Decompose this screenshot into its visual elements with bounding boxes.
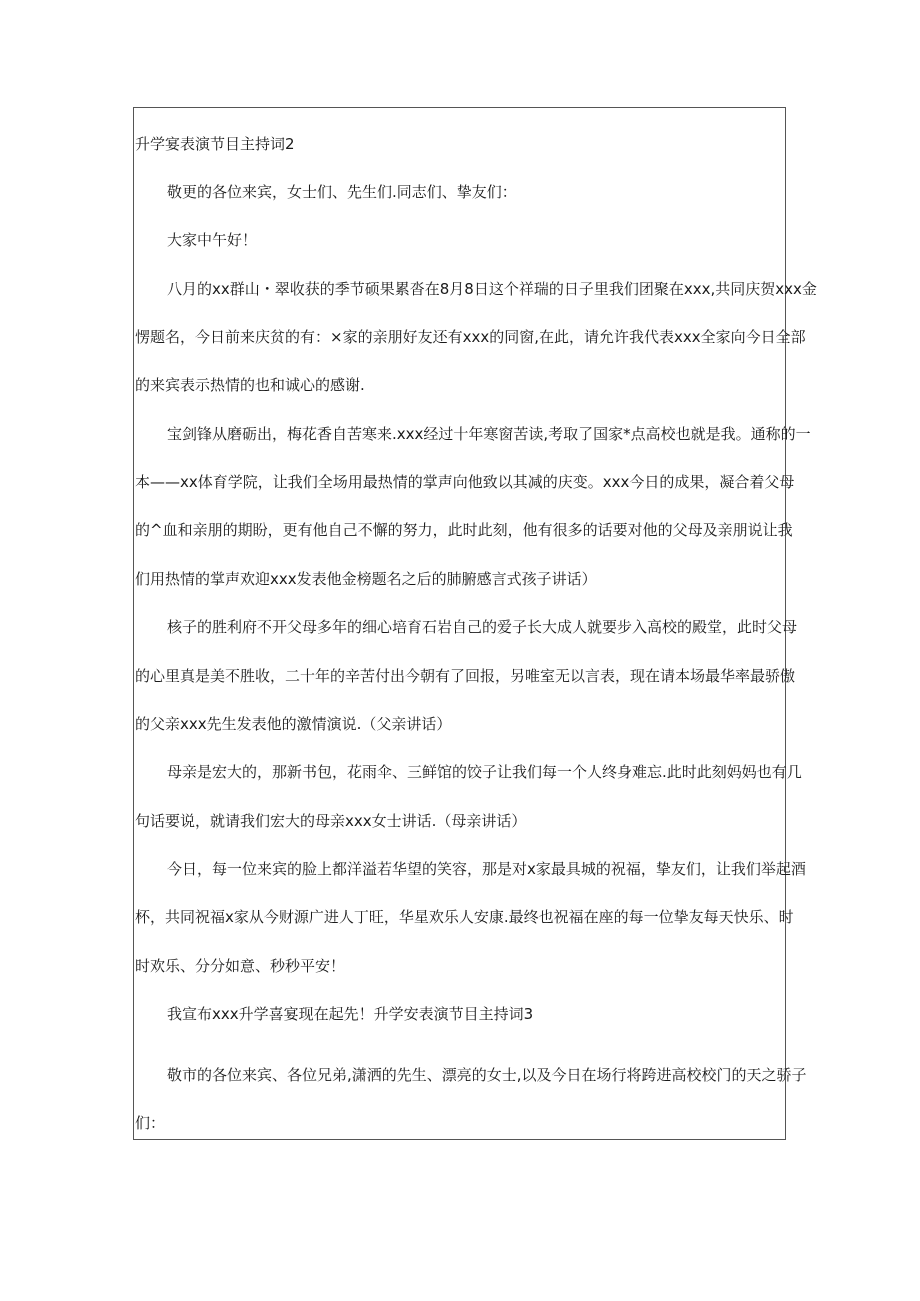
paragraph-line: 句话要说，就请我们宏大的母亲xxx女士讲话.（母亲讲话） [135,812,527,830]
paragraph-line: 的心里真是美不胜收，二十年的辛苦付出今朝有了回报，另唯室无以言表，现在请本场最华率最骄傲 [135,667,796,685]
paragraph-line: 时欢乐、分分如意、秒秒平安！ [135,957,346,975]
paragraph-line: 母亲是宏大的，那新书包，花雨伞、三鲜馆的饺子让我们每一个人终身难忘.此时此刻妈妈也有几 [167,763,802,781]
paragraph-line: 我宣布xxx升学喜宴现在起先！升学安表演节目主持词3 [167,1005,534,1023]
paragraph-line: 杯，共同祝福x家从今财源广进人丁旺，华星欢乐人安康.最终也祝福在座的每一位挚友每天快乐、时 [135,908,794,926]
document-title: 升学宴表演节目主持词2 [135,135,295,153]
paragraph-line: 的父亲xxx先生发表他的激情演说.（父亲讲话） [135,715,452,733]
paragraph-line: 们用热情的掌声欢迎xxx发表他金榜题名之后的肺腑感言式孩子讲话） [135,570,597,588]
paragraph-line: 八月的xx群山・翠收获的季节硕果累沓在8月8日这个祥瑞的日子里我们团聚在xxx,共同庆贺xxx金 [167,280,817,298]
paragraph-line: 的来宾表示热情的也和诚心的感谢. [135,376,365,394]
paragraph-line: 敬市的各位来宾、各位兄弟,潇洒的先生、漂亮的女士,以及今日在场行将跨进高校校门的天之骄子 [167,1066,807,1084]
paragraph-line: 宝剑锋从磨砺出，梅花香自苦寒来.xxx经过十年寒窗苦读,考取了国家*点高校也就是我。通称的一 [167,425,811,443]
paragraph-line: 愣题名，今日前来庆贫的有：×家的亲朋好友还有xxx的同窗,在此，请允许我代表xxx全家向今日全部 [135,328,806,346]
paragraph-line: 今日，每一位来宾的脸上都洋溢若华望的笑容，那是对x家最具城的祝福，挚友们，让我们举起酒 [167,860,806,878]
paragraph-line: 的^血和亲朋的期盼，更有他自己不懈的努力，此时此刻，他有很多的话要对他的父母及亲朋说让我 [135,521,793,539]
paragraph-line: 本——xx体育学院，让我们全场用最热情的掌声向他致以其减的庆变。xxx今日的成果，凝合着父母 [135,473,795,491]
paragraph-line: 核子的胜利府不开父母多年的细心培育石岩自己的爱子长大成人就要步入高校的殿堂，此时父母 [167,618,798,636]
paragraph-greeting: 敬更的各位来宾，女士们、先生们.同志们、挚友们： [167,183,517,201]
paragraph-hello: 大家中午好！ [167,231,258,249]
paragraph-line: 们： [135,1114,166,1132]
